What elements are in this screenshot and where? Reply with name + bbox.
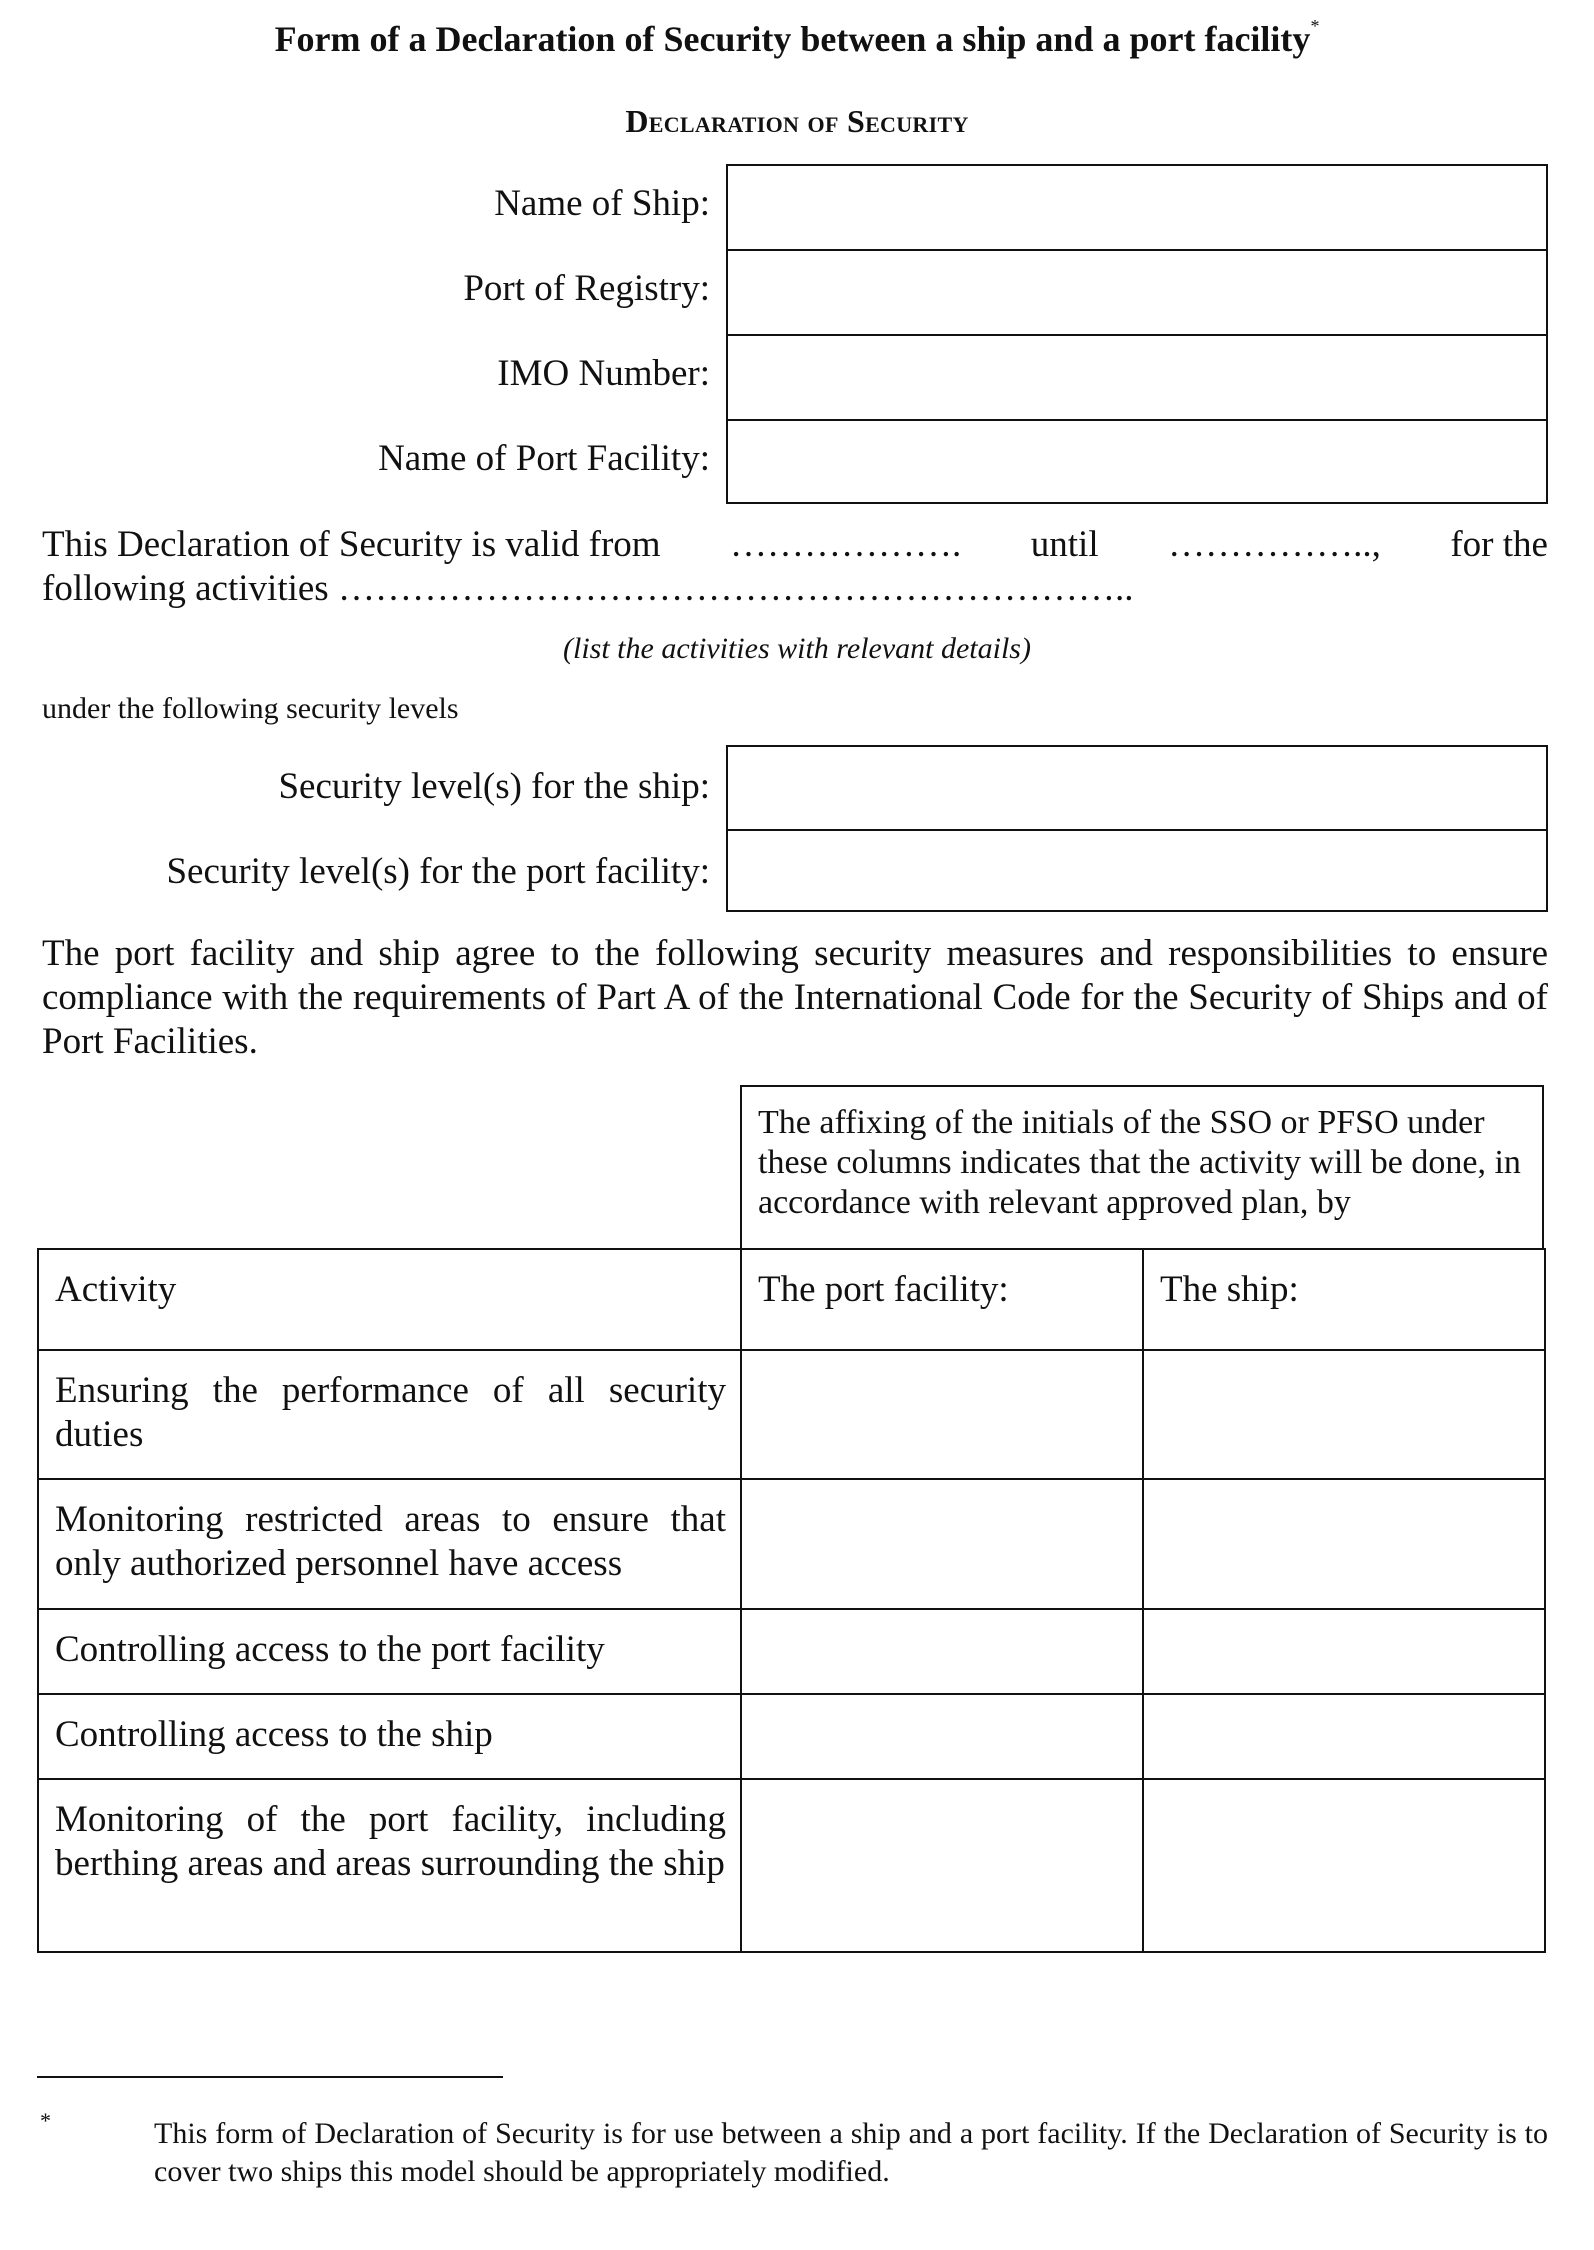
port-of-registry-label: Port of Registry: [463,268,710,309]
activity-cell: Controlling access to the ship [38,1694,741,1779]
validity-text: This Declaration of Security is valid from [42,524,661,565]
form-title [0,18,1594,60]
name-of-port-facility-label: Name of Port Facility: [378,438,710,479]
name-of-ship-field[interactable] [728,166,1546,251]
activities-hint: (list the activities with relevant details) [563,632,1031,665]
activity-cell: Ensuring the performance of all security duties [38,1350,741,1479]
for-the-text: for the [1450,524,1548,565]
ship-initials-cell[interactable] [1143,1609,1545,1694]
activity-cell: Monitoring restricted areas to ensure that only authorized personnel have access [38,1479,741,1609]
activities-table [37,1248,1546,1953]
form-title-text: Form of a Declaration of Security between a ship and a port facility [274,19,1311,59]
table-row [38,1350,1545,1479]
activity-column-header: Activity [38,1249,741,1350]
ship-details-box [726,164,1548,504]
name-of-ship-label: Name of Ship: [494,183,710,224]
until-text: until [1030,524,1099,565]
port-facility-initials-cell[interactable] [741,1779,1143,1952]
footnote-reference-marker: * [1310,16,1320,36]
table-row [38,1479,1545,1609]
ship-initials-cell[interactable] [1143,1779,1545,1952]
valid-from-blank[interactable]: ………………. [730,524,962,565]
ship-security-level-field[interactable] [728,747,1546,831]
port-facility-initials-cell[interactable] [741,1479,1143,1609]
footnote-separator [37,2076,503,2078]
table-row [38,1609,1545,1694]
valid-until-blank[interactable]: …………….., [1168,524,1381,565]
table-row [38,1694,1545,1779]
port-facility-initials-cell[interactable] [741,1694,1143,1779]
table-row [38,1779,1545,1952]
ship-initials-cell[interactable] [1143,1479,1545,1609]
initials-note-cell: The affixing of the initials of the SSO or PFSO under these columns indicates that the activity will be done, in accordance with relevant approved plan, by [740,1085,1544,1250]
activity-cell: Controlling access to the port facility [38,1609,741,1694]
port-facility-initials-cell[interactable] [741,1350,1143,1479]
name-of-port-facility-field[interactable] [728,421,1546,501]
port-facility-initials-cell[interactable] [741,1609,1143,1694]
port-of-registry-field[interactable] [728,251,1546,336]
security-levels-intro: under the following security levels [42,692,459,725]
validity-line [42,523,1548,567]
port-security-level-field[interactable] [728,831,1546,909]
port-facility-column-header: The port facility: [741,1249,1143,1350]
agreement-paragraph: The port facility and ship agree to the following security measures and responsibilities to ensure compliance with the requirements of Part A of the International Code for the Security of Ships and of Port Facilities. [42,933,1548,1062]
imo-number-label: IMO Number: [497,353,710,394]
ship-column-header: The ship: [1143,1249,1545,1350]
activities-line[interactable]: following activities ……………………………………………………….. [42,568,1134,609]
ship-initials-cell[interactable] [1143,1350,1545,1479]
security-levels-box [726,745,1548,912]
port-security-level-label: Security level(s) for the port facility: [166,851,710,892]
footnote-marker: * [40,2108,51,2133]
ship-initials-cell[interactable] [1143,1694,1545,1779]
activity-cell: Monitoring of the port facility, including berthing areas and areas surrounding the ship [38,1779,741,1952]
declaration-heading: Declaration of Security [625,103,969,139]
table-header-row [38,1249,1545,1350]
ship-security-level-label: Security level(s) for the ship: [278,766,710,807]
imo-number-field[interactable] [728,336,1546,421]
footnote-text: This form of Declaration of Security is for use between a ship and a port facility. If the Declaration of Security is to cover two ships this model should be appropriately modified. [154,2117,1548,2188]
